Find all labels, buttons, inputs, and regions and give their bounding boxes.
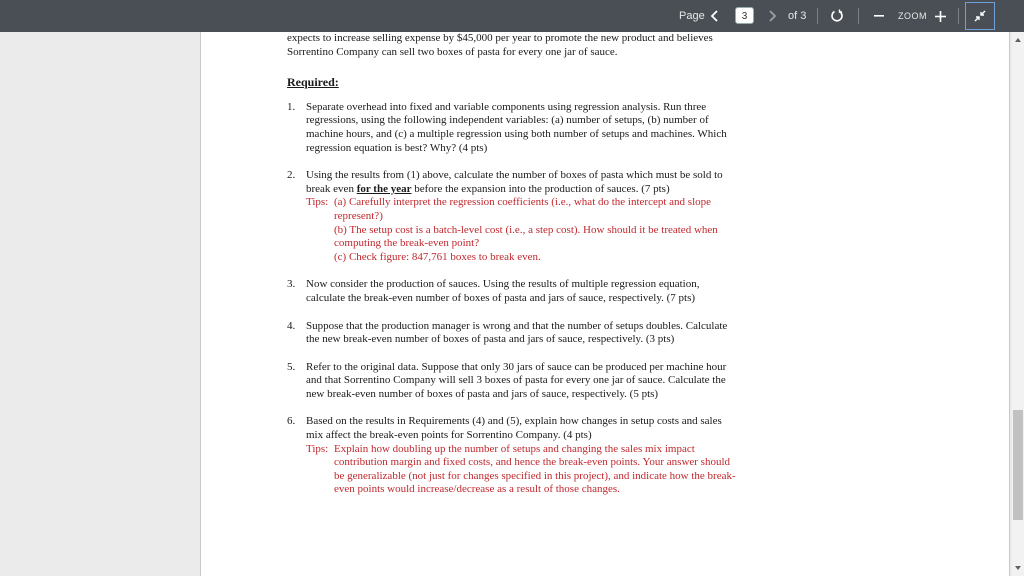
tip-text: Explain how doubling up the number of setups and changing the sales mix impact contribution margin and fixed costs, and hence the break-even points. Your answer should be generalizable (not just for changes specified in this project), and indicate how the break-even points would increase/decrease as a result of those changes.: [334, 442, 736, 496]
item-number: 2.: [287, 169, 296, 182]
tips-label: Tips:: [306, 442, 329, 455]
document-page: [200, 32, 1010, 576]
requirement-item: [287, 169, 737, 264]
item-text: Using the results from (1) above, calculate the number of boxes of pasta which must be sold to break even for the year before the expansion into the production of sauces. (7 pts): [306, 169, 723, 195]
item-text: Separate overhead into fixed and variable components using regression analysis. Run three regressions, using the following independent variables: (a) number of setups, (b) number of machine hours, and (c) a multiple regression using both number of setups and machines. Which regression equation is best? Why? (4 pts): [306, 100, 727, 154]
item-number: 3.: [287, 278, 296, 291]
item-text: Now consider the production of sauces. Using the results of multiple regression equation, calculate the break-even number of boxes of pasta and jars of sauce, respectively. (7 pts): [306, 278, 700, 304]
requirement-item: [287, 101, 737, 155]
toolbar-divider: [817, 8, 818, 24]
page-total: of 3: [788, 10, 807, 22]
chevron-left-icon[interactable]: [710, 10, 720, 22]
requirement-item: [287, 361, 737, 402]
tip-item: (c) Check figure: 847,761 boxes to break even.: [334, 250, 541, 263]
item-number: 1.: [287, 100, 296, 113]
intro-paragraph: expects to increase selling expense by $45,000 per year to promote the new product and believes Sorrentino Company can sell two boxes of pasta for every one jar of sauce.: [287, 32, 713, 58]
scroll-up-icon[interactable]: [1015, 38, 1021, 42]
item-number: 6.: [287, 415, 296, 428]
scroll-down-icon[interactable]: [1015, 566, 1021, 570]
requirement-item: [287, 415, 737, 497]
item-number: 5.: [287, 360, 296, 373]
item-text: Suppose that the production manager is wrong and that the number of setups doubles. Calculate the new break-even number of boxes of pasta and jars of sauce, respectively. (3 pts): [306, 319, 728, 346]
page-label: Page: [679, 10, 705, 22]
item-number: 4.: [287, 319, 296, 332]
tips-label: Tips:: [306, 196, 329, 209]
zoom-in-icon[interactable]: [935, 11, 946, 22]
document-content: [287, 32, 737, 497]
zoom-label: ZOOM: [898, 11, 927, 21]
toolbar-divider: [958, 8, 959, 24]
scrollbar-thumb[interactable]: [1013, 410, 1023, 520]
requirement-item: [287, 278, 737, 305]
rotate-icon[interactable]: [830, 9, 844, 23]
toolbar-divider: [858, 8, 859, 24]
page-number-input[interactable]: 3: [735, 7, 754, 24]
item-text: Refer to the original data. Suppose that only 30 jars of sauce can be produced per machine hour and that Sorrentino Company will sell 3 boxes of pasta for every one jar of sauce. Calculate the new break-even number of boxes of pasta and jars of sauce, respectively. (5 pts): [306, 360, 727, 400]
required-heading: Required:: [287, 75, 339, 90]
zoom-out-icon[interactable]: [874, 15, 884, 17]
underlined-text: for the year: [356, 182, 412, 195]
item-text: Based on the results in Requirements (4) and (5), explain how changes in setup costs and sales mix affect the break-even points for Sorrentino Company. (4 pts): [306, 415, 722, 442]
tips-block: [306, 196, 737, 264]
collapse-icon: [973, 9, 987, 23]
collapse-fullscreen-button[interactable]: [965, 2, 995, 30]
tip-item: (a) Carefully interpret the regression coefficients (i.e., what do the intercept and slope represent?): [334, 196, 712, 222]
requirement-item: [287, 320, 737, 347]
tip-item: (b) The setup cost is a batch-level cost (i.e., a step cost). How should it be treated when computing the break-even point?: [334, 223, 718, 250]
tips-block: [306, 443, 737, 497]
viewer-toolbar: [0, 0, 1024, 32]
chevron-right-icon[interactable]: [767, 10, 777, 22]
